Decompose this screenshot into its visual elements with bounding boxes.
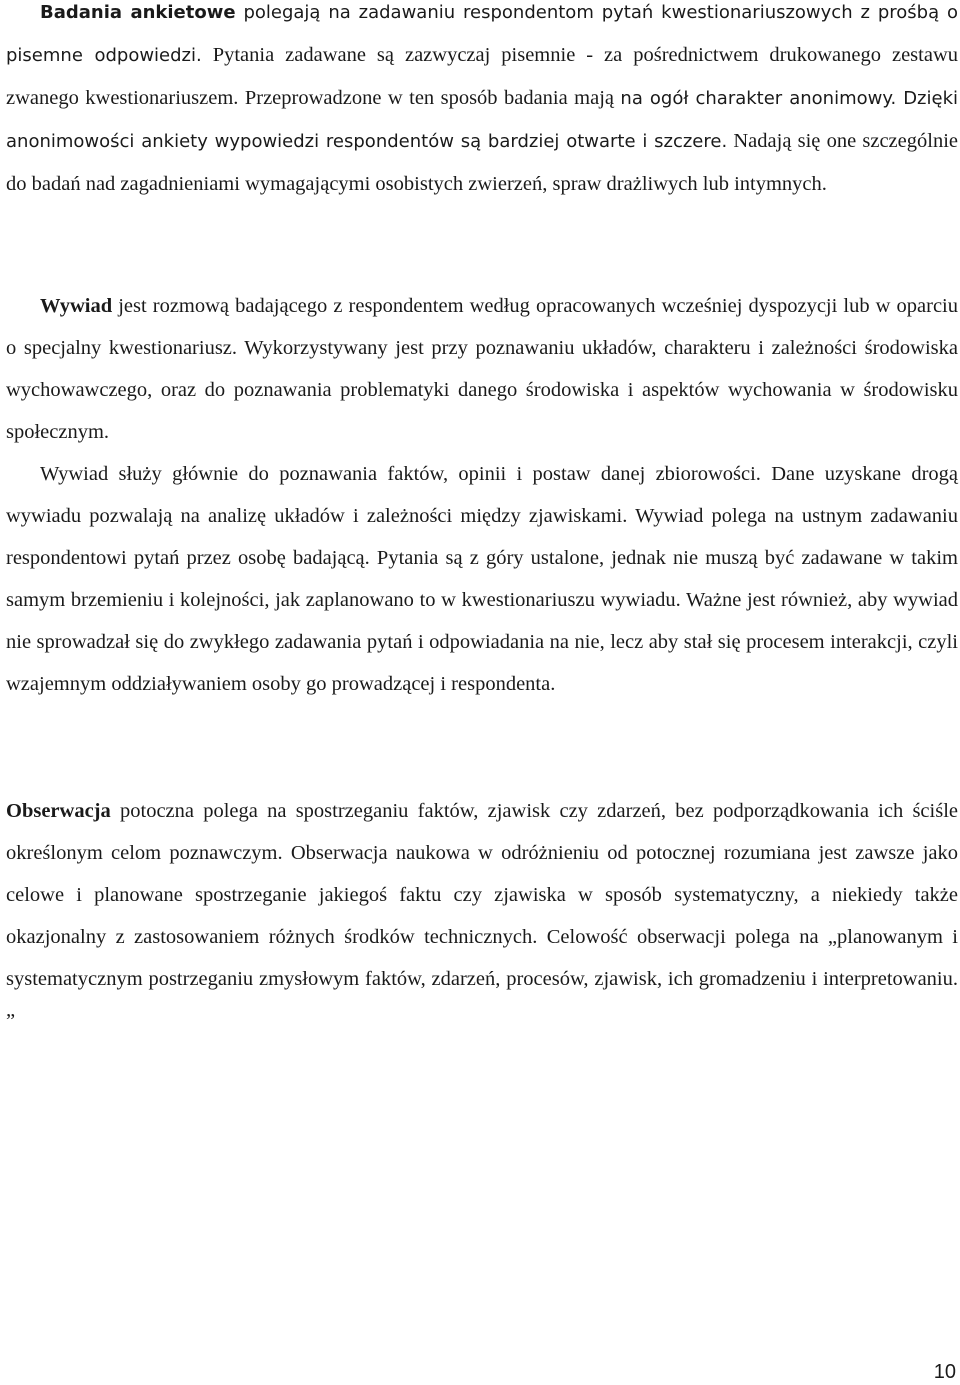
paragraph-text: na ogół charakter anonimowy. Dzięki anonimowości ankiety wypowiedzi respondentów są bardziej otwarte i szczere. bbox=[6, 88, 958, 152]
paragraph-text: Pytania zadawane są zazwyczaj pisemnie - za pośrednictwem drukowanego zestawu zwanego kwestionariuszem. Przeprowadzone w ten sposób badania mają bbox=[6, 44, 958, 109]
paragraph-text: polegają na zadawaniu respondentom pytań kwestionariuszowych z prośbą o pisemne odpowiedzi. bbox=[6, 2, 958, 66]
page-number: 10 bbox=[933, 1361, 956, 1383]
paragraph-obserwacja bbox=[6, 790, 958, 1042]
term-badania-ankietowe: Badania ankietowe bbox=[40, 2, 236, 23]
paragraph-text: jest rozmową badającego z respondentem według opracowanych wcześniej dyspozycji lub w oparciu o specjalny kwestionariusz. bbox=[6, 295, 958, 359]
paragraph-text: Wywiad służy głównie do poznawania faktów, opinii i postaw danej zbiorowości. bbox=[40, 463, 761, 485]
paragraph-text: Wykorzystywany jest przy poznawaniu układów, charakteru i zależności środowiska wychowawczego, oraz do poznawania problematyki danego środowiska i aspektów wychowania w środowisku społecznym. bbox=[6, 337, 958, 443]
paragraph-text: potoczna polega na spostrzeganiu faktów, zjawisk czy zdarzeń, bez podporządkowania ich ściśle określonym celom poznawczym. Obserwacja naukowa w odróżnieniu od potocznej rozumiana jest zawsze jako celowe i planowane spostrzeganie jakiegoś faktu czy zjawiska w sposób systematyczny, a niekiedy także okazjonalny z zastosowaniem różnych środków technicznych. Celowość obserwacji polega na „planowanym i systematycznym postrzeganiu zmysłowym faktów, zdarzeń, procesów, zjawisk, ich gromadzeniu i interpretowaniu. ” bbox=[6, 800, 958, 1032]
term-obserwacja: Obserwacja bbox=[6, 800, 111, 822]
paragraph-badania-ankietowe bbox=[6, 0, 958, 205]
paragraph-text: Dane uzyskane drogą wywiadu pozwalają na analizę układów i zależności między zjawiskami. Wywiad polega na ustnym zadawaniu respondentowi pytań przez osobę badającą. Pytania są z góry ustalone, jednak nie muszą być zadawane w takim samym brzemieniu i kolejności, jak zaplanowano to w kwestionariuszu wywiadu. Ważne jest również, aby wywiad nie sprowadzał się do zwykłego zadawania pytań i odpowiadania na nie, lecz aby stał się procesem interakcji, czyli wzajemnym oddziaływaniem osoby go prowadzącej i respondenta. bbox=[6, 463, 958, 695]
term-wywiad: Wywiad bbox=[40, 295, 113, 317]
paragraph-text: Nadają się one szczególnie do badań nad zagadnieniami wymagającymi osobistych zwierzeń, spraw drażliwych lub intymnych. bbox=[6, 130, 958, 195]
paragraph-wywiad bbox=[6, 285, 958, 705]
